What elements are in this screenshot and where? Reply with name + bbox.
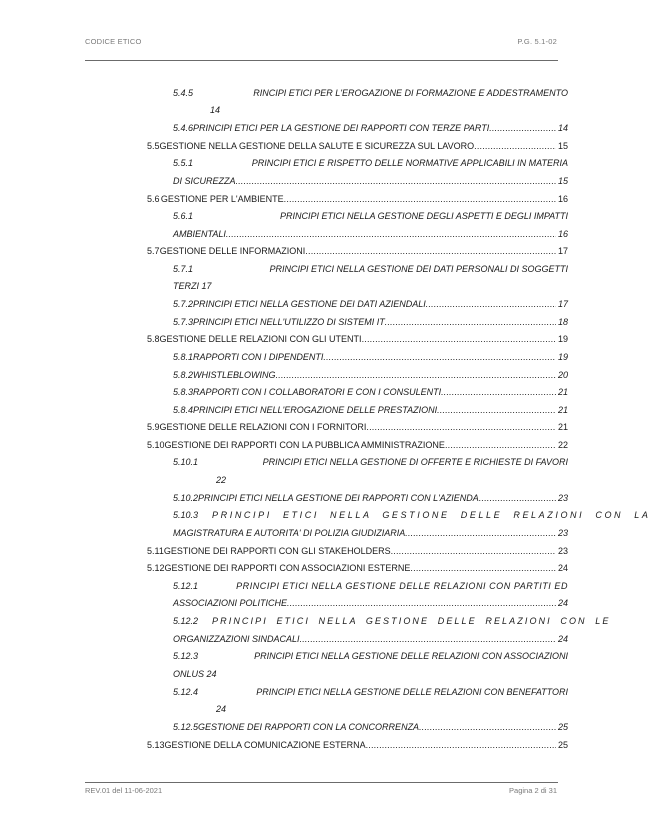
toc-entry-5-12-2[interactable] xyxy=(173,616,611,627)
toc-entry-5-6-1[interactable] xyxy=(173,211,568,222)
footer-page-number: Pagina 2 di 31 xyxy=(509,786,557,795)
toc-number: 5.6.1 xyxy=(173,211,194,221)
toc-page: 17 xyxy=(557,299,568,309)
toc-page: 23 xyxy=(557,546,568,556)
toc-number: 5.12.1 xyxy=(173,581,199,591)
toc-title: RINCIPI ETICI PER L'EROGAZIONE DI FORMAZIONE E ADDESTRAMENTO xyxy=(253,88,568,98)
toc-title: PRINCIPI ETICI NELLA GESTIONE DEI RAPPORTI CON L'AZIENDA xyxy=(198,493,479,503)
toc-entry-5-8-4[interactable] xyxy=(173,405,568,416)
toc-title-cont: 22 xyxy=(216,475,227,485)
toc-title: WHISTLEBLOWING xyxy=(193,370,276,380)
toc-title: PRINCIPI ETICI NELLA GESTIONE DELLE RELAZIONI CON PARTITI ED xyxy=(236,581,568,591)
toc-title-cont: ORGANIZZAZIONI SINDACALI xyxy=(173,634,300,644)
toc-title-cont: AMBIENTALI xyxy=(173,229,226,239)
toc-entry-5-12-1[interactable] xyxy=(173,581,568,592)
toc-number: 5.4.6 xyxy=(173,123,194,133)
toc-title: GESTIONE DEI RAPPORTI CON LA PUBBLICA AMMINISTRAZIONE xyxy=(164,440,445,450)
toc-leader xyxy=(391,546,556,557)
toc-title-cont: ONLUS 24 xyxy=(173,669,217,679)
toc-title: PRINCIPI ETICI NELLA GESTIONE DEI DATI AZIENDALI xyxy=(193,299,426,309)
toc-entry-5-12[interactable] xyxy=(147,563,568,574)
toc-entry-5-8[interactable] xyxy=(147,334,568,345)
toc-leader xyxy=(362,334,556,345)
toc-entry-continuation xyxy=(173,598,568,609)
toc-number: 5.9 xyxy=(147,422,160,432)
toc-entry-5-8-3[interactable] xyxy=(173,387,568,398)
toc-title: GESTIONE DELLE INFORMAZIONI xyxy=(159,246,306,256)
toc-leader xyxy=(284,194,556,205)
toc-page: 21 xyxy=(557,422,568,432)
toc-leader xyxy=(437,405,556,416)
toc-title: PRINCIPI ETICI NELLA GESTIONE DELLE RELAZIONI CON BENEFATTORI xyxy=(256,687,568,697)
toc-entry-continuation xyxy=(173,528,568,539)
toc-leader xyxy=(419,722,556,733)
toc-entry-continuation xyxy=(173,176,568,187)
toc-entry-5-10[interactable] xyxy=(147,440,568,451)
toc-title: PRINCIPI ETICI NELL'EROGAZIONE DELLE PRESTAZIONI xyxy=(193,405,438,415)
toc-entry-5-4-5[interactable] xyxy=(173,88,568,99)
toc-entry-5-10-1[interactable] xyxy=(173,457,568,468)
toc-leader xyxy=(236,176,556,187)
toc-page: 18 xyxy=(557,317,568,327)
toc-entry-5-10-2[interactable] xyxy=(173,493,568,504)
toc-leader xyxy=(287,598,556,609)
toc-page: 17 xyxy=(557,246,568,256)
toc-page: 15 xyxy=(557,141,568,151)
toc-number: 5.12.5 xyxy=(173,722,199,732)
toc-leader xyxy=(489,123,556,134)
toc-number: 5.8.3 xyxy=(173,387,194,397)
toc-number: 5.10.1 xyxy=(173,457,199,467)
toc-title: PRINCIPI ETICI NELLA GESTIONE DELLE RELAZIONI CON LA xyxy=(212,510,650,520)
toc-entry-continuation xyxy=(173,634,568,645)
toc-leader xyxy=(445,440,556,451)
toc-title: PRINCIPI ETICI NELL'UTILIZZO DI SISTEMI IT xyxy=(193,317,385,327)
toc-page: 16 xyxy=(557,194,568,204)
toc-entry-5-5-1[interactable] xyxy=(173,158,568,169)
toc-leader xyxy=(366,422,556,433)
toc-number: 5.6 xyxy=(147,194,160,204)
toc-entry-5-7[interactable] xyxy=(147,246,568,257)
toc-title: GESTIONE DELLE RELAZIONI CON I FORNITORI xyxy=(159,422,367,432)
toc-number: 5.13 xyxy=(147,740,165,750)
toc-page: 14 xyxy=(557,123,568,133)
toc-page: 24 xyxy=(557,563,568,573)
toc-number: 5.10 xyxy=(147,440,165,450)
toc-title-cont: TERZI 17 xyxy=(173,281,212,291)
toc-number: 5.10.2 xyxy=(173,493,199,503)
toc-entry-5-13[interactable] xyxy=(147,740,568,751)
toc-entry-5-8-2[interactable] xyxy=(173,370,568,381)
toc-title: PRINCIPI ETICI NELLA GESTIONE DI OFFERTE E RICHIESTE DI FAVORI xyxy=(262,457,568,467)
toc-page: 14 xyxy=(210,105,221,115)
toc-title-cont: 24 xyxy=(216,704,227,714)
toc-entry-5-9[interactable] xyxy=(147,422,568,433)
toc-page: 23 xyxy=(557,528,568,538)
toc-entry-5-11[interactable] xyxy=(147,546,568,557)
toc-entry-5-8-1[interactable] xyxy=(173,352,568,363)
footer-divider xyxy=(85,782,558,783)
toc-entry-5-7-1[interactable] xyxy=(173,264,568,275)
toc-leader xyxy=(300,634,556,645)
toc-number: 5.7.2 xyxy=(173,299,194,309)
toc-number: 5.11 xyxy=(147,546,164,556)
toc-leader xyxy=(410,563,556,574)
toc-title: PRINCIPI ETICI PER LA GESTIONE DEI RAPPORTI CON TERZE PARTI xyxy=(193,123,490,133)
toc-page: 21 xyxy=(557,387,568,397)
toc-number: 5.8.2 xyxy=(173,370,194,380)
toc-leader xyxy=(226,229,556,240)
toc-entry-5-10-3[interactable] xyxy=(173,510,650,521)
toc-page: 24 xyxy=(557,634,568,644)
toc-leader xyxy=(276,370,556,381)
toc-page: 25 xyxy=(557,740,568,750)
toc-title: GESTIONE DELLA COMUNICAZIONE ESTERNA xyxy=(164,740,366,750)
toc-number: 5.8.4 xyxy=(173,405,194,415)
toc-leader xyxy=(441,387,556,398)
toc-page: 15 xyxy=(557,176,568,186)
toc-number: 5.5 xyxy=(147,141,160,151)
toc-title-cont: DI SICUREZZA xyxy=(173,176,236,186)
toc-number: 5.12.4 xyxy=(173,687,199,697)
toc-title: RAPPORTI CON I DIPENDENTI xyxy=(193,352,324,362)
toc-title: GESTIONE PER L'AMBIENTE xyxy=(160,194,284,204)
toc-page: 23 xyxy=(557,493,568,503)
toc-number: 5.7.3 xyxy=(173,317,194,327)
toc-page: 19 xyxy=(557,334,568,344)
toc-title-cont: ASSOCIAZIONI POLITICHE xyxy=(173,598,288,608)
header-divider xyxy=(85,60,558,61)
toc-page: 25 xyxy=(557,722,568,732)
toc-entry-5-7-2[interactable] xyxy=(173,299,568,310)
toc-number: 5.8 xyxy=(147,334,160,344)
toc-entry-5-7-3[interactable] xyxy=(173,317,568,328)
toc-title: GESTIONE DEI RAPPORTI CON ASSOCIAZIONI ESTERNE xyxy=(164,563,411,573)
toc-leader xyxy=(385,317,556,328)
toc-title: PRINCIPI ETICI NELLA GESTIONE DEI DATI PERSONALI DI SOGGETTI xyxy=(269,264,568,274)
toc-page: 22 xyxy=(557,440,568,450)
header-doc-title: CODICE ETICO xyxy=(85,37,142,46)
toc-leader xyxy=(479,493,556,504)
toc-number: 5.4.5 xyxy=(173,88,194,98)
toc-page: 16 xyxy=(557,229,568,239)
toc-leader xyxy=(405,528,556,539)
toc-number: 5.7 xyxy=(147,246,160,256)
toc-title: GESTIONE DEI RAPPORTI CON GLI STAKEHOLDERS xyxy=(163,546,391,556)
toc-title: PRINCIPI ETICI NELLA GESTIONE DELLE RELAZIONI CON ASSOCIAZIONI xyxy=(254,651,568,661)
toc-number: 5.12.3 xyxy=(173,651,199,661)
toc-leader xyxy=(305,246,556,257)
toc-page: 19 xyxy=(557,352,568,362)
toc-entry-5-4-6[interactable] xyxy=(173,123,568,134)
toc-entry-5-6[interactable] xyxy=(147,194,568,205)
toc-number: 5.12 xyxy=(147,563,165,573)
toc-number: 5.7.1 xyxy=(173,264,194,274)
toc-entry-5-12-5[interactable] xyxy=(173,722,568,733)
toc-entry-5-5[interactable] xyxy=(147,141,568,152)
toc-title: PRINCIPI ETICI E RISPETTO DELLE NORMATIVE APPLICABILI IN MATERIA xyxy=(251,158,568,168)
toc-page: 21 xyxy=(557,405,568,415)
header-doc-code: P.G. 5.1-02 xyxy=(517,37,557,46)
toc-entry-continuation xyxy=(173,229,568,240)
footer-revision: REV.01 del 11-06-2021 xyxy=(85,786,163,795)
toc-leader xyxy=(323,352,556,363)
toc-title: GESTIONE DELLE RELAZIONI CON GLI UTENTI xyxy=(159,334,362,344)
toc-title: GESTIONE NELLA GESTIONE DELLA SALUTE E SICUREZZA SUL LAVORO xyxy=(159,141,475,151)
toc-entry-5-12-4[interactable] xyxy=(173,687,568,698)
toc-page: 24 xyxy=(557,598,568,608)
toc-number: 5.12.2 xyxy=(173,616,199,626)
toc-number: 5.5.1 xyxy=(173,158,194,168)
toc-title-cont: MAGISTRATURA E AUTORITA' DI POLIZIA GIUDIZIARIA xyxy=(173,528,406,538)
toc-leader xyxy=(474,141,556,152)
toc-title: GESTIONE DEI RAPPORTI CON LA CONCORRENZA xyxy=(198,722,420,732)
toc-entry-5-12-3[interactable] xyxy=(173,651,568,662)
toc-leader xyxy=(366,740,556,751)
toc-title: RAPPORTI CON I COLLABORATORI E CON I CONSULENTI xyxy=(193,387,442,397)
toc-leader xyxy=(426,299,556,310)
toc-title: PRINCIPI ETICI NELLA GESTIONE DELLE RELAZIONI CON LE xyxy=(212,616,611,626)
toc-page: 20 xyxy=(557,370,568,380)
toc-number: 5.10.3 xyxy=(173,510,199,520)
toc-number: 5.8.1 xyxy=(173,352,194,362)
toc-title: PRINCIPI ETICI NELLA GESTIONE DEGLI ASPETTI E DEGLI IMPATTI xyxy=(279,211,568,221)
